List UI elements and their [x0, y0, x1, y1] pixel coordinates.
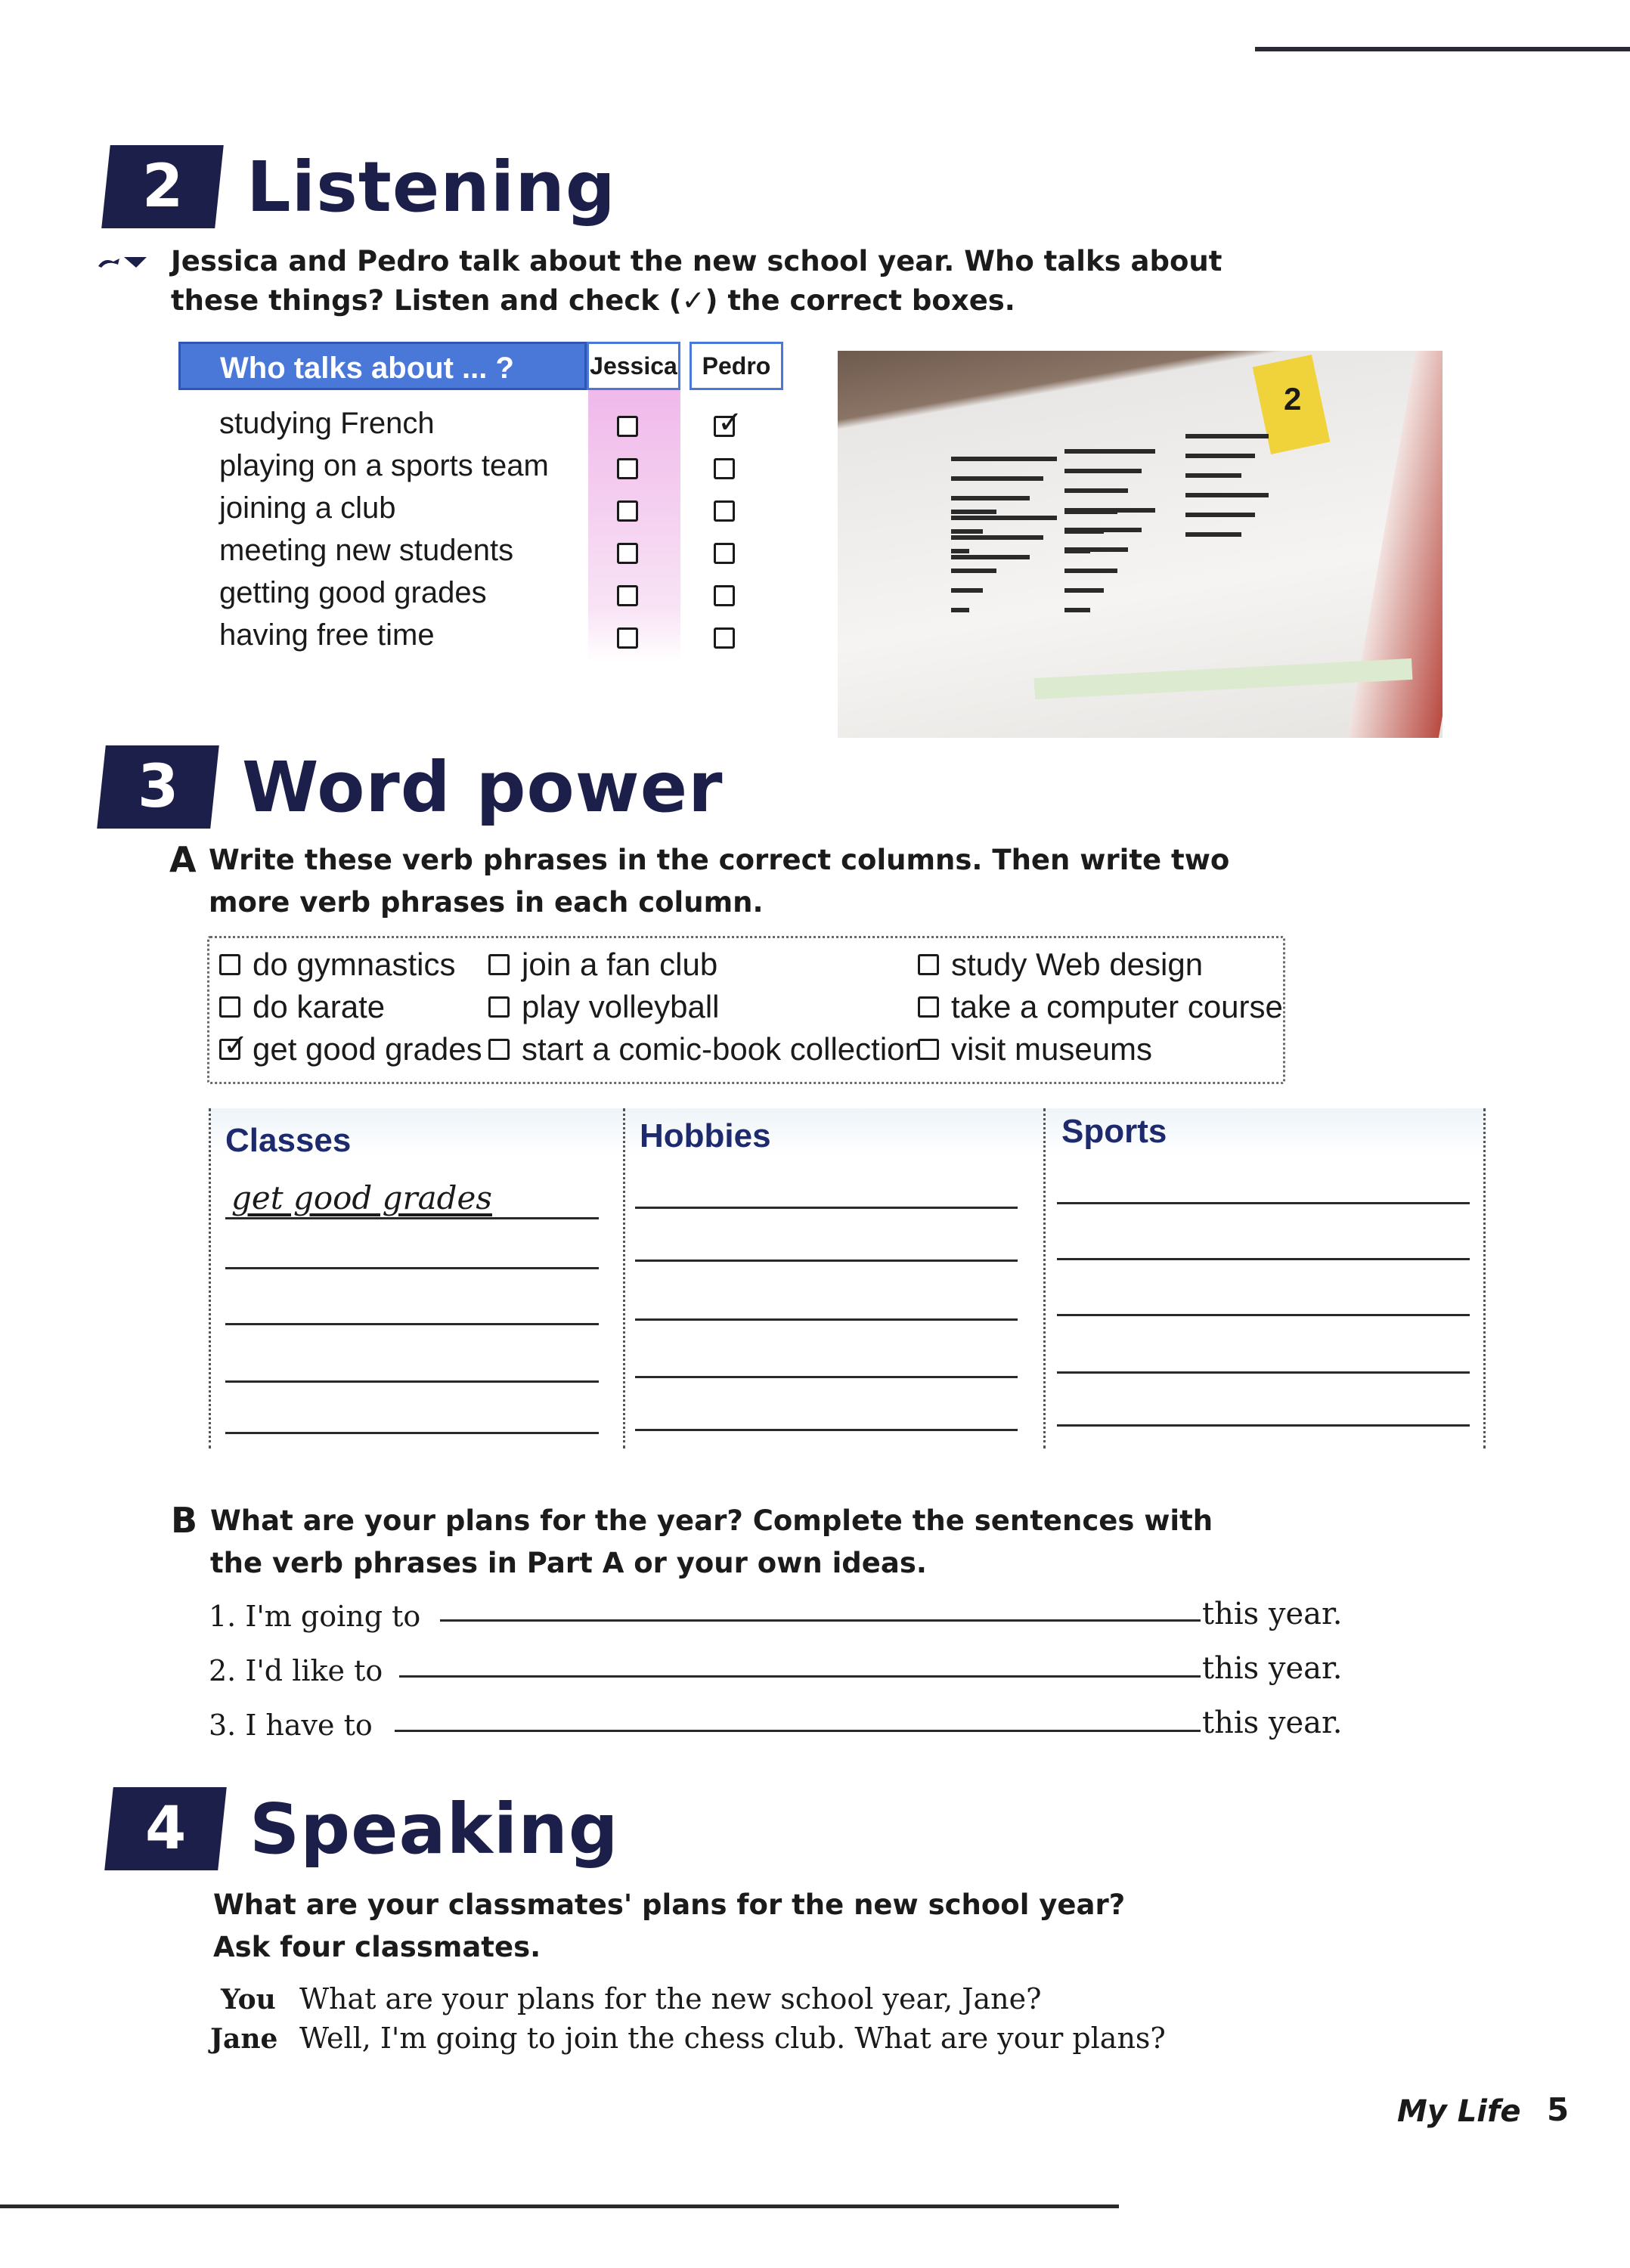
photo-text-stripe — [1185, 434, 1269, 438]
photo-text-stripe — [951, 569, 996, 573]
section-number-badge: 4 — [104, 1787, 227, 1870]
section-4-header — [109, 1787, 619, 1870]
table-row-label: joining a club — [219, 491, 396, 525]
dialog-speaker: You — [221, 1984, 276, 2015]
answer-line[interactable] — [225, 1323, 599, 1325]
instruction-line: Write these verb phrases in the correct columns. Then write two — [209, 844, 1230, 876]
schedule-photo — [838, 351, 1443, 738]
phrase-text: start a comic-book collection — [522, 1031, 922, 1067]
checkbox-jessica[interactable] — [617, 416, 638, 437]
answer-line[interactable] — [1057, 1258, 1470, 1260]
column-title-classes: Classes — [225, 1122, 352, 1159]
checkbox-pedro[interactable] — [714, 458, 735, 479]
photo-text-stripe — [951, 608, 969, 612]
sentence-start: 1. I'm going to — [209, 1600, 421, 1633]
instruction-line: What are your classmates' plans for the new school year? — [213, 1888, 1126, 1921]
photo-text-stripe — [951, 555, 1030, 559]
section-title: Listening — [246, 146, 616, 228]
checkbox-pedro[interactable] — [714, 500, 735, 522]
column-divider — [1483, 1108, 1486, 1448]
column-title-sports: Sports — [1061, 1113, 1167, 1150]
sentence-blank[interactable] — [395, 1730, 1201, 1732]
checkbox-jessica[interactable] — [617, 543, 638, 564]
checkbox-pedro[interactable] — [714, 543, 735, 564]
table-row-label: playing on a sports team — [219, 449, 549, 482]
section-2-header — [106, 145, 616, 228]
phrase-item[interactable] — [219, 947, 455, 983]
dialog-line: What are your plans for the new school year, Jane? — [299, 1982, 1042, 2015]
section-number-badge: 2 — [101, 145, 224, 228]
photo-text-stripe — [1064, 549, 1090, 553]
phrase-item[interactable] — [918, 989, 1283, 1025]
section-number-badge: 3 — [97, 745, 219, 829]
photo-text-stripe — [1185, 473, 1241, 478]
page-number: 5 — [1547, 2091, 1570, 2128]
photo-text-stripe — [1064, 608, 1090, 612]
photo-text-stripe — [1064, 488, 1128, 493]
example-answer: get good grades — [231, 1179, 492, 1216]
sentence-start: 3. I have to — [209, 1709, 373, 1742]
column-header-jessica: Jessica — [587, 342, 680, 390]
photo-text-stripe — [1185, 493, 1269, 497]
phrase-text: study Web design — [951, 947, 1204, 982]
phrase-item[interactable] — [918, 947, 1203, 983]
photo-text-stripe — [951, 510, 996, 514]
column-divider — [209, 1108, 211, 1448]
footer-unit-title: My Life — [1397, 2094, 1521, 2129]
checkbox[interactable] — [219, 996, 240, 1018]
answer-line[interactable] — [1057, 1424, 1470, 1427]
checkbox-pedro[interactable] — [714, 585, 735, 606]
answer-line[interactable] — [1057, 1314, 1470, 1316]
checkbox[interactable] — [488, 996, 510, 1018]
photo-text-stripe — [951, 457, 1057, 461]
section-3-header — [101, 745, 723, 829]
part-letter: A — [169, 839, 197, 880]
sentence-end: this year. — [1202, 1597, 1343, 1631]
answer-line[interactable] — [1057, 1202, 1470, 1204]
table-row-label: meeting new students — [219, 534, 514, 567]
photo-text-stripe — [1064, 588, 1104, 593]
instruction-line: Ask four classmates. — [213, 1931, 541, 1963]
checkbox-jessica[interactable] — [617, 627, 638, 649]
answer-line[interactable] — [225, 1267, 599, 1269]
check-mark-icon: ✓ — [223, 1028, 249, 1063]
instruction-line: the verb phrases in Part A or your own ideas. — [210, 1547, 927, 1579]
checkbox-pedro[interactable] — [714, 627, 735, 649]
photo-text-stripe — [1064, 469, 1142, 473]
photo-text-stripe — [1185, 454, 1255, 458]
photo-tab-number: 2 — [1284, 381, 1302, 417]
checkbox-jessica[interactable] — [617, 500, 638, 522]
sentence-start: 2. I'd like to — [209, 1654, 383, 1687]
photo-text-stripe — [1064, 510, 1117, 514]
table-row-label: studying French — [219, 407, 435, 440]
photo-text-stripe — [951, 588, 983, 593]
photo-text-stripe — [951, 496, 1030, 500]
answer-line[interactable] — [225, 1380, 599, 1383]
table-row-label: getting good grades — [219, 576, 487, 609]
columns-box — [209, 1108, 1486, 1448]
phrase-text: do gymnastics — [253, 947, 456, 982]
dialog-line: Well, I'm going to join the chess club. What are your plans? — [299, 2022, 1166, 2055]
bottom-rule — [0, 2204, 1119, 2208]
answer-line[interactable] — [635, 1376, 1018, 1378]
column-divider — [1043, 1108, 1046, 1448]
part-letter: B — [171, 1500, 198, 1541]
checkbox[interactable] — [918, 1039, 939, 1060]
instruction-line: more verb phrases in each column. — [209, 886, 764, 919]
photo-text-stripe — [1185, 513, 1255, 517]
phrase-item[interactable] — [488, 989, 719, 1025]
table-header: Who talks about ... ? — [178, 342, 587, 390]
photo-text-stripe — [951, 535, 1043, 540]
top-rule — [1255, 47, 1630, 51]
column-divider — [623, 1108, 625, 1448]
answer-line[interactable] — [1057, 1371, 1470, 1374]
phrase-item[interactable] — [918, 1031, 1152, 1067]
sentence-end: this year. — [1202, 1706, 1343, 1740]
instruction-line: What are your plans for the year? Complete the sentences with — [210, 1504, 1213, 1537]
checkbox[interactable] — [918, 954, 939, 975]
answer-line[interactable] — [635, 1207, 1018, 1209]
table-row-label: having free time — [219, 618, 435, 652]
checkbox[interactable] — [918, 996, 939, 1018]
checkbox[interactable] — [219, 1028, 249, 1063]
phrase-text: play volleyball — [522, 989, 720, 1024]
check-mark-icon: ✓ — [717, 405, 743, 440]
phrase-item[interactable] — [219, 989, 385, 1025]
phrase-text: get good grades — [253, 1031, 482, 1067]
instruction-line: Jessica and Pedro talk about the new school year. Who talks about — [171, 245, 1222, 277]
photo-text-stripe — [951, 549, 969, 553]
photo-text-stripe — [951, 476, 1043, 481]
photo-text-stripe — [951, 516, 1057, 520]
phrase-item[interactable] — [488, 1031, 922, 1067]
answer-line[interactable] — [225, 1217, 599, 1219]
photo-text-stripe — [1185, 532, 1241, 537]
phrase-text: do karate — [253, 989, 386, 1024]
checkbox[interactable] — [219, 954, 240, 975]
answer-line[interactable] — [635, 1318, 1018, 1321]
photo-text-stripe — [1064, 449, 1155, 454]
sentence-end: this year. — [1202, 1651, 1343, 1686]
checkbox[interactable] — [488, 1039, 510, 1060]
checkbox-jessica[interactable] — [617, 585, 638, 606]
phrase-text: join a fan club — [522, 947, 718, 982]
answer-line[interactable] — [635, 1429, 1018, 1431]
answer-line[interactable] — [225, 1432, 599, 1434]
sentence-blank[interactable] — [399, 1675, 1201, 1678]
instruction-line: these things? Listen and check (✓) the correct boxes. — [171, 284, 1015, 317]
photo-text-stripe — [1064, 569, 1117, 573]
column-header-pedro: Pedro — [689, 342, 783, 390]
audio-icon — [97, 253, 150, 271]
checkbox[interactable] — [488, 954, 510, 975]
section-title: Word power — [242, 746, 724, 828]
photo-text-stripe — [1064, 529, 1104, 534]
sentence-blank[interactable] — [440, 1619, 1201, 1622]
section-title: Speaking — [249, 1788, 619, 1870]
phrase-item[interactable] — [219, 1028, 482, 1067]
checkbox-pedro[interactable] — [714, 405, 743, 440]
phrase-item[interactable] — [488, 947, 717, 983]
answer-line[interactable] — [635, 1259, 1018, 1262]
phrase-text: take a computer course — [951, 989, 1283, 1024]
phrase-text: visit museums — [951, 1031, 1153, 1067]
column-title-hobbies: Hobbies — [640, 1117, 771, 1154]
dialog-speaker: Jane — [210, 2023, 278, 2055]
checkbox-jessica[interactable] — [617, 458, 638, 479]
photo-text-stripe — [951, 529, 983, 534]
